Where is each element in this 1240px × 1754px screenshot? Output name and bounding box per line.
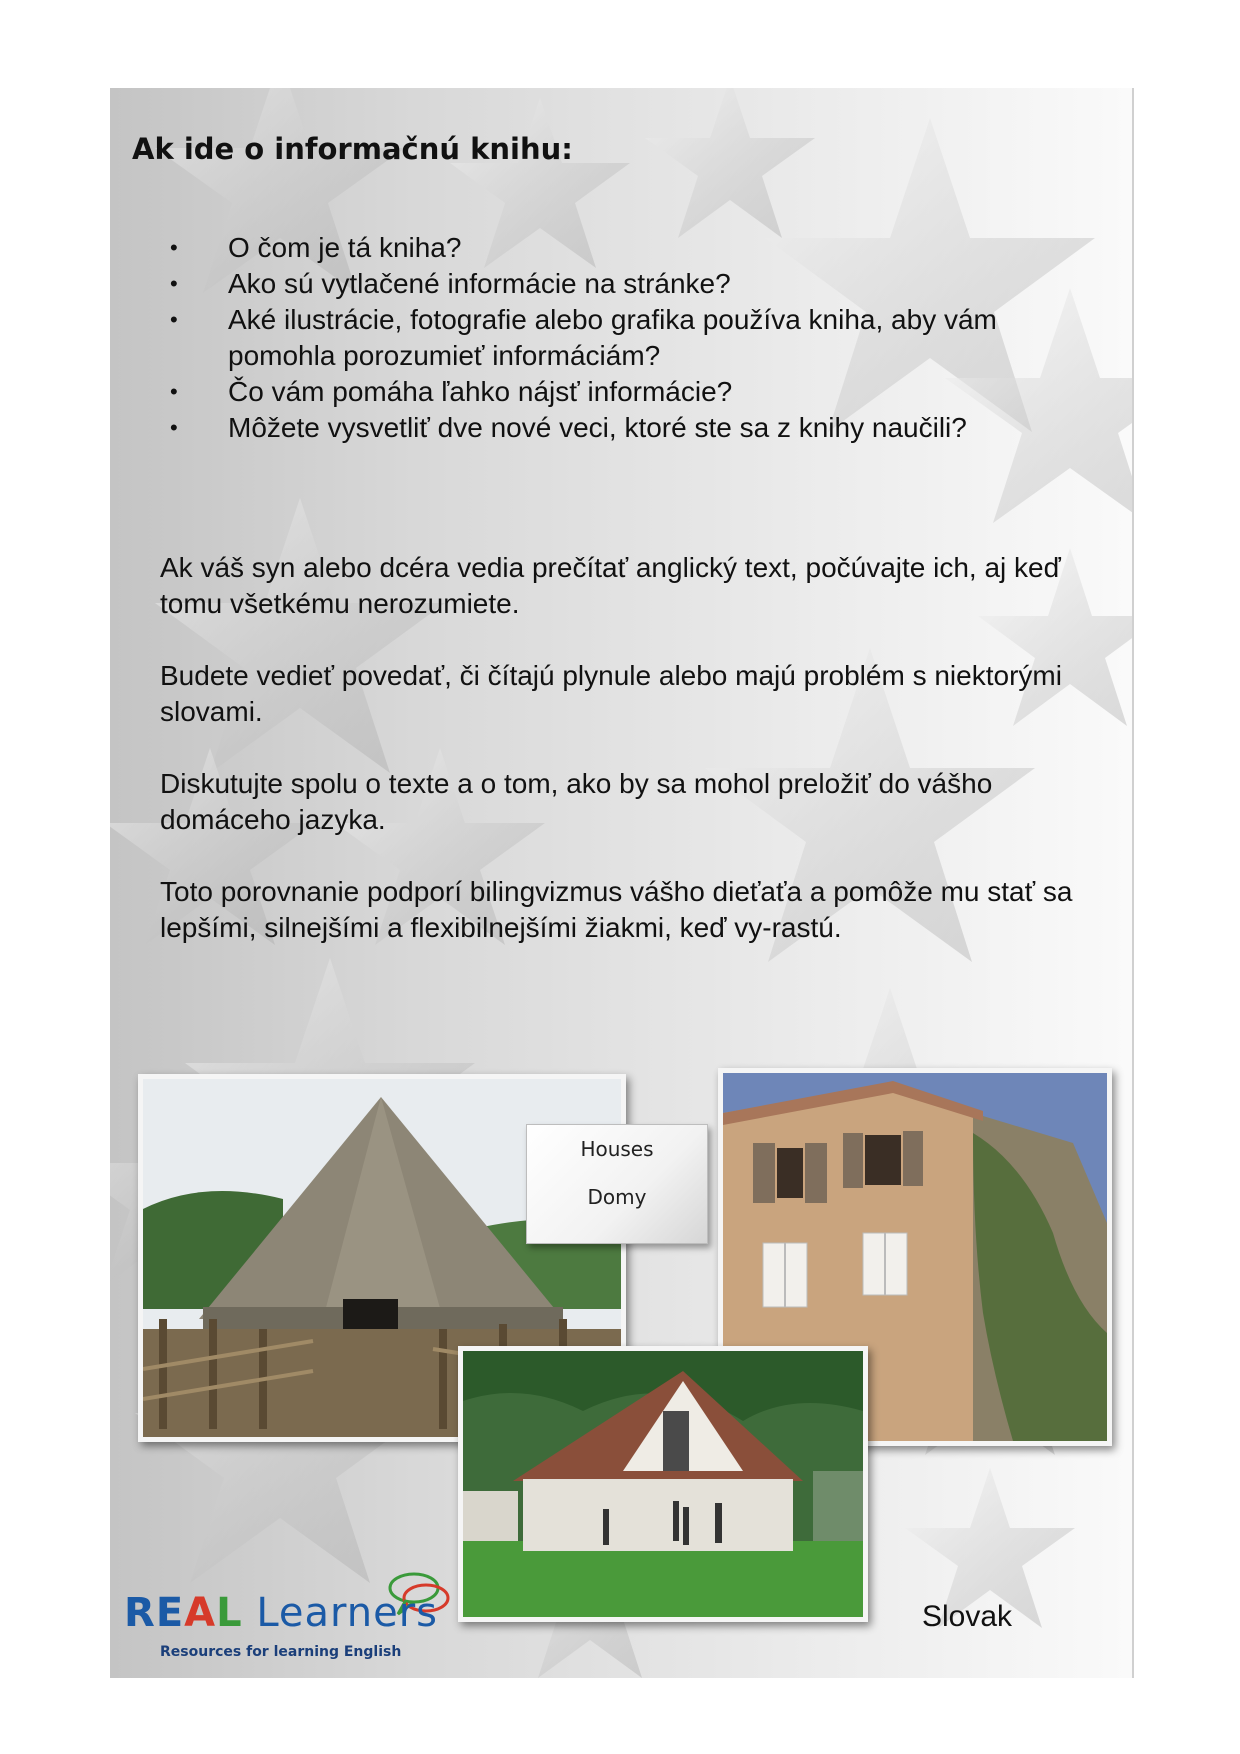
bullet-marker: • [170,415,178,440]
paragraph-listen: Ak váš syn alebo dcéra vedia prečítať anglický text, počúvajte ich, aj keď tomu všetkému nerozumiete. [160,552,1061,619]
caption-box [526,1124,708,1244]
paragraph-discuss: Diskutujte spolu o texte a o tom, ako by sa mohol preložiť do vášho domáceho jazyka. [160,768,993,835]
star-shape [645,88,815,238]
list-item [170,230,1070,266]
logo-letter: R [124,1590,156,1636]
bullet-marker: • [170,379,178,404]
paragraph-fluency: Budete vedieť povedať, či čítajú plynule alebo majú problém s niektorými slovami. [160,660,1062,727]
real-learners-logo [124,1570,454,1670]
list-item [170,266,1070,302]
caption-translation: Domy [587,1185,647,1209]
paragraph-bilingualism: Toto porovnanie podporí bilingvizmus vášho dieťaťa a pomôže mu stať sa lepšími, silnejšími a flexibilnejšími žiakmi, keď vy-rastú. [160,876,1073,943]
question-text: Môžete vysvetliť dve nové veci, ktoré ste sa z knihy naučili? [228,412,967,443]
logo-letter: A [184,1590,217,1636]
bullet-marker: • [170,271,178,296]
list-item [170,410,1070,446]
question-text: Aké ilustrácie, fotografie alebo grafika používa kniha, aby vám pomohla porozumieť informáciám? [228,304,997,371]
bullet-marker: • [170,235,178,260]
bullet-marker: • [170,307,178,332]
language-label: Slovak [922,1600,1013,1633]
logo-letter: L [216,1590,243,1636]
logo-word-rest: Learners [242,1590,439,1636]
caption-english: Houses [580,1137,654,1161]
question-list [170,230,1070,446]
question-text: O čom je tá kniha? [228,232,462,263]
white-house-photo [458,1346,868,1622]
question-text: Ako sú vytlačené informácie na stránke? [228,268,731,299]
list-item [170,374,1070,410]
logo-letter: E [155,1590,185,1636]
list-item [170,302,1070,374]
logo-wordmark [124,1590,438,1636]
section-heading: Ak ide o informačnú knihu: [132,132,573,166]
logo-tagline: Resources for learning English [160,1644,402,1660]
white-house-image [463,1351,863,1617]
question-text: Čo vám pomáha ľahko nájsť informácie? [228,376,733,407]
star-shape [155,498,445,773]
